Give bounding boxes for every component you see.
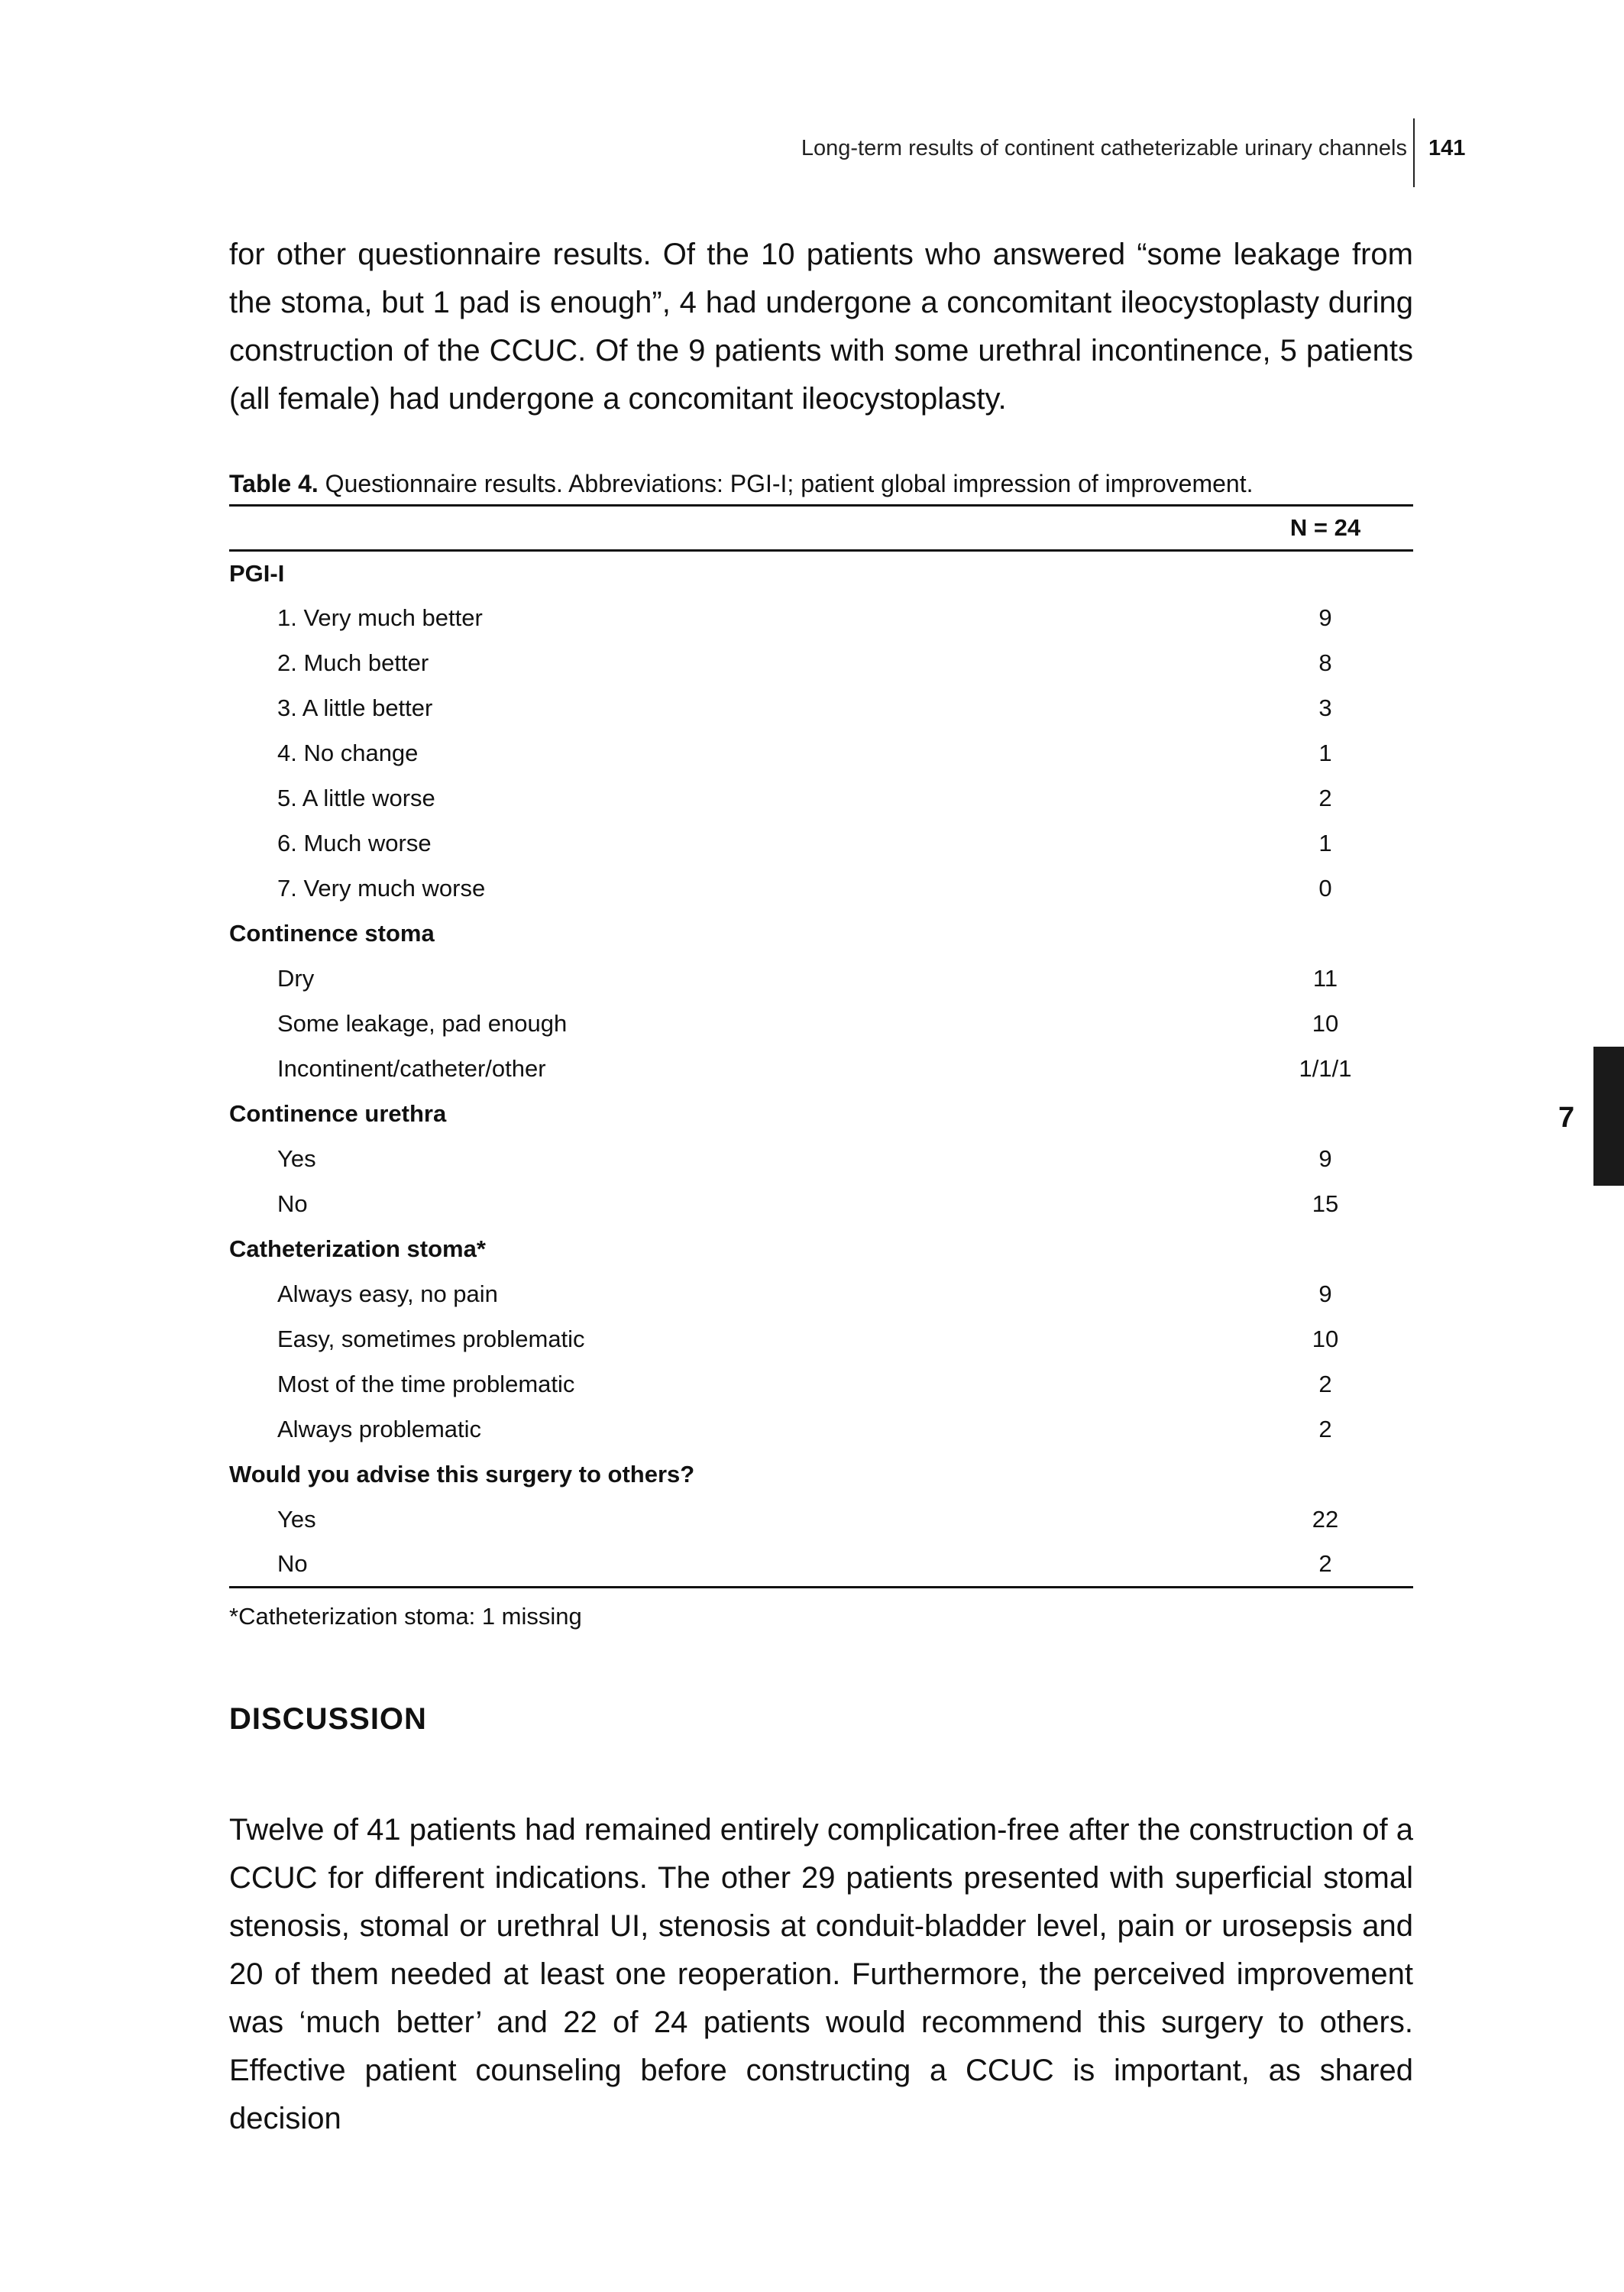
table-row [229, 1543, 1413, 1588]
table-row [229, 1272, 1413, 1317]
category-label: Catheterization stoma* [229, 1235, 486, 1262]
row-value: 11 [1312, 965, 1338, 992]
row-value: 8 [1318, 649, 1332, 676]
row-value: 3 [1318, 694, 1332, 721]
row-value [1237, 551, 1413, 596]
row-value: 10 [1312, 1010, 1339, 1037]
table-row [229, 866, 1413, 911]
row-value: 15 [1312, 1190, 1339, 1217]
row-label: 1. Very much better [277, 604, 483, 631]
row-value: 2 [1318, 785, 1332, 811]
category-label: Continence urethra [229, 1100, 447, 1127]
category-label: PGI-I [229, 559, 285, 587]
row-label: Yes [277, 1145, 316, 1172]
table-caption-text: Questionnaire results. Abbreviations: PGI-I; patient global impression of improvement. [318, 470, 1254, 497]
table-row [229, 821, 1413, 866]
row-value: 1 [1318, 740, 1332, 766]
chapter-number: 7 [1558, 1102, 1575, 1134]
row-label: 7. Very much worse [277, 875, 486, 902]
table-row [229, 1317, 1413, 1362]
table-row [229, 1047, 1413, 1092]
table-footnote: *Catheterization stoma: 1 missing [229, 1603, 582, 1630]
row-value [1237, 1452, 1413, 1497]
row-value [1237, 1227, 1413, 1272]
table-row [229, 731, 1413, 776]
table-row [229, 1362, 1413, 1407]
row-value: 1/1/1 [1299, 1055, 1352, 1082]
row-value: 22 [1312, 1506, 1339, 1533]
row-label: 5. A little worse [277, 785, 435, 811]
row-value: 2 [1318, 1371, 1332, 1397]
table-caption-label: Table 4. [229, 470, 319, 497]
table-row [229, 1497, 1413, 1543]
header-divider [1413, 118, 1415, 187]
table-row [229, 911, 1413, 957]
table-header-n: N = 24 [1237, 506, 1413, 551]
table-row [229, 776, 1413, 821]
chapter-thumb-tab [1593, 1047, 1624, 1186]
row-value: 0 [1318, 875, 1332, 902]
section-heading-discussion: DISCUSSION [229, 1702, 427, 1736]
table-header-label [229, 506, 1237, 551]
table-row [229, 1182, 1413, 1227]
row-value: 1 [1318, 830, 1332, 856]
row-value: 9 [1318, 1145, 1332, 1172]
page-number: 141 [1428, 136, 1466, 160]
row-label: Most of the time problematic [277, 1371, 575, 1397]
table-row [229, 1002, 1413, 1047]
row-value: 9 [1318, 604, 1332, 631]
table-row [229, 1092, 1413, 1137]
discussion-paragraph: Twelve of 41 patients had remained entirely complication-free after the construction of a CCUC for different indications. The other 29 patients presented with superficial stomal stenosis, stomal or urethral UI, stenosis at conduit-bladder level, pain or urosepsis and 20 of them needed at least one reoperation. Furthermore, the perceived improvement was ‘much better’ and 22 of 24 patients would recommend this surgery to others. Effective patient counseling before constructing a CCUC is important, as shared decision [229, 1813, 1413, 2135]
row-label: 6. Much worse [277, 830, 432, 856]
questionnaire-table [229, 504, 1413, 1588]
category-label: Would you advise this surgery to others? [229, 1461, 695, 1488]
table-row [229, 1452, 1413, 1497]
row-label: No [229, 1543, 1237, 1588]
table-row [229, 1407, 1413, 1452]
row-label: 4. No change [277, 740, 419, 766]
table-row [229, 957, 1413, 1002]
table-row [229, 641, 1413, 686]
row-label: Easy, sometimes problematic [277, 1326, 585, 1352]
intro-paragraph: for other questionnaire results. Of the 10 patients who answered “some leakage from the stoma, but 1 pad is enough”, 4 had undergone a concomitant ileocystoplasty during construction of the CCUC. Of the 9 patients with some urethral incontinence, 5 patients (all female) had undergone a concomitant ileocystoplasty. [229, 238, 1413, 416]
row-value [1237, 1092, 1413, 1137]
row-label: Some leakage, pad enough [277, 1010, 568, 1037]
row-value: 2 [1318, 1416, 1332, 1442]
row-label: Always easy, no pain [277, 1280, 498, 1307]
row-value: 9 [1318, 1280, 1332, 1307]
row-label: Dry [277, 965, 315, 992]
row-value [1237, 911, 1413, 957]
row-label: Yes [277, 1506, 316, 1533]
table-row [229, 1227, 1413, 1272]
table-row [229, 1137, 1413, 1182]
row-label: No [277, 1190, 308, 1217]
row-label: 3. A little better [277, 694, 433, 721]
running-header: Long-term results of continent catheterizable urinary channels [801, 136, 1407, 160]
category-label: Continence stoma [229, 920, 435, 947]
table-caption [229, 468, 1413, 500]
table-row [229, 686, 1413, 731]
row-label: Incontinent/catheter/other [277, 1055, 546, 1082]
row-label: Always problematic [277, 1416, 482, 1442]
table-row [229, 596, 1413, 641]
table-row [229, 551, 1413, 596]
row-value: 2 [1237, 1543, 1413, 1588]
row-label: 2. Much better [277, 649, 429, 676]
row-value: 10 [1312, 1326, 1339, 1352]
